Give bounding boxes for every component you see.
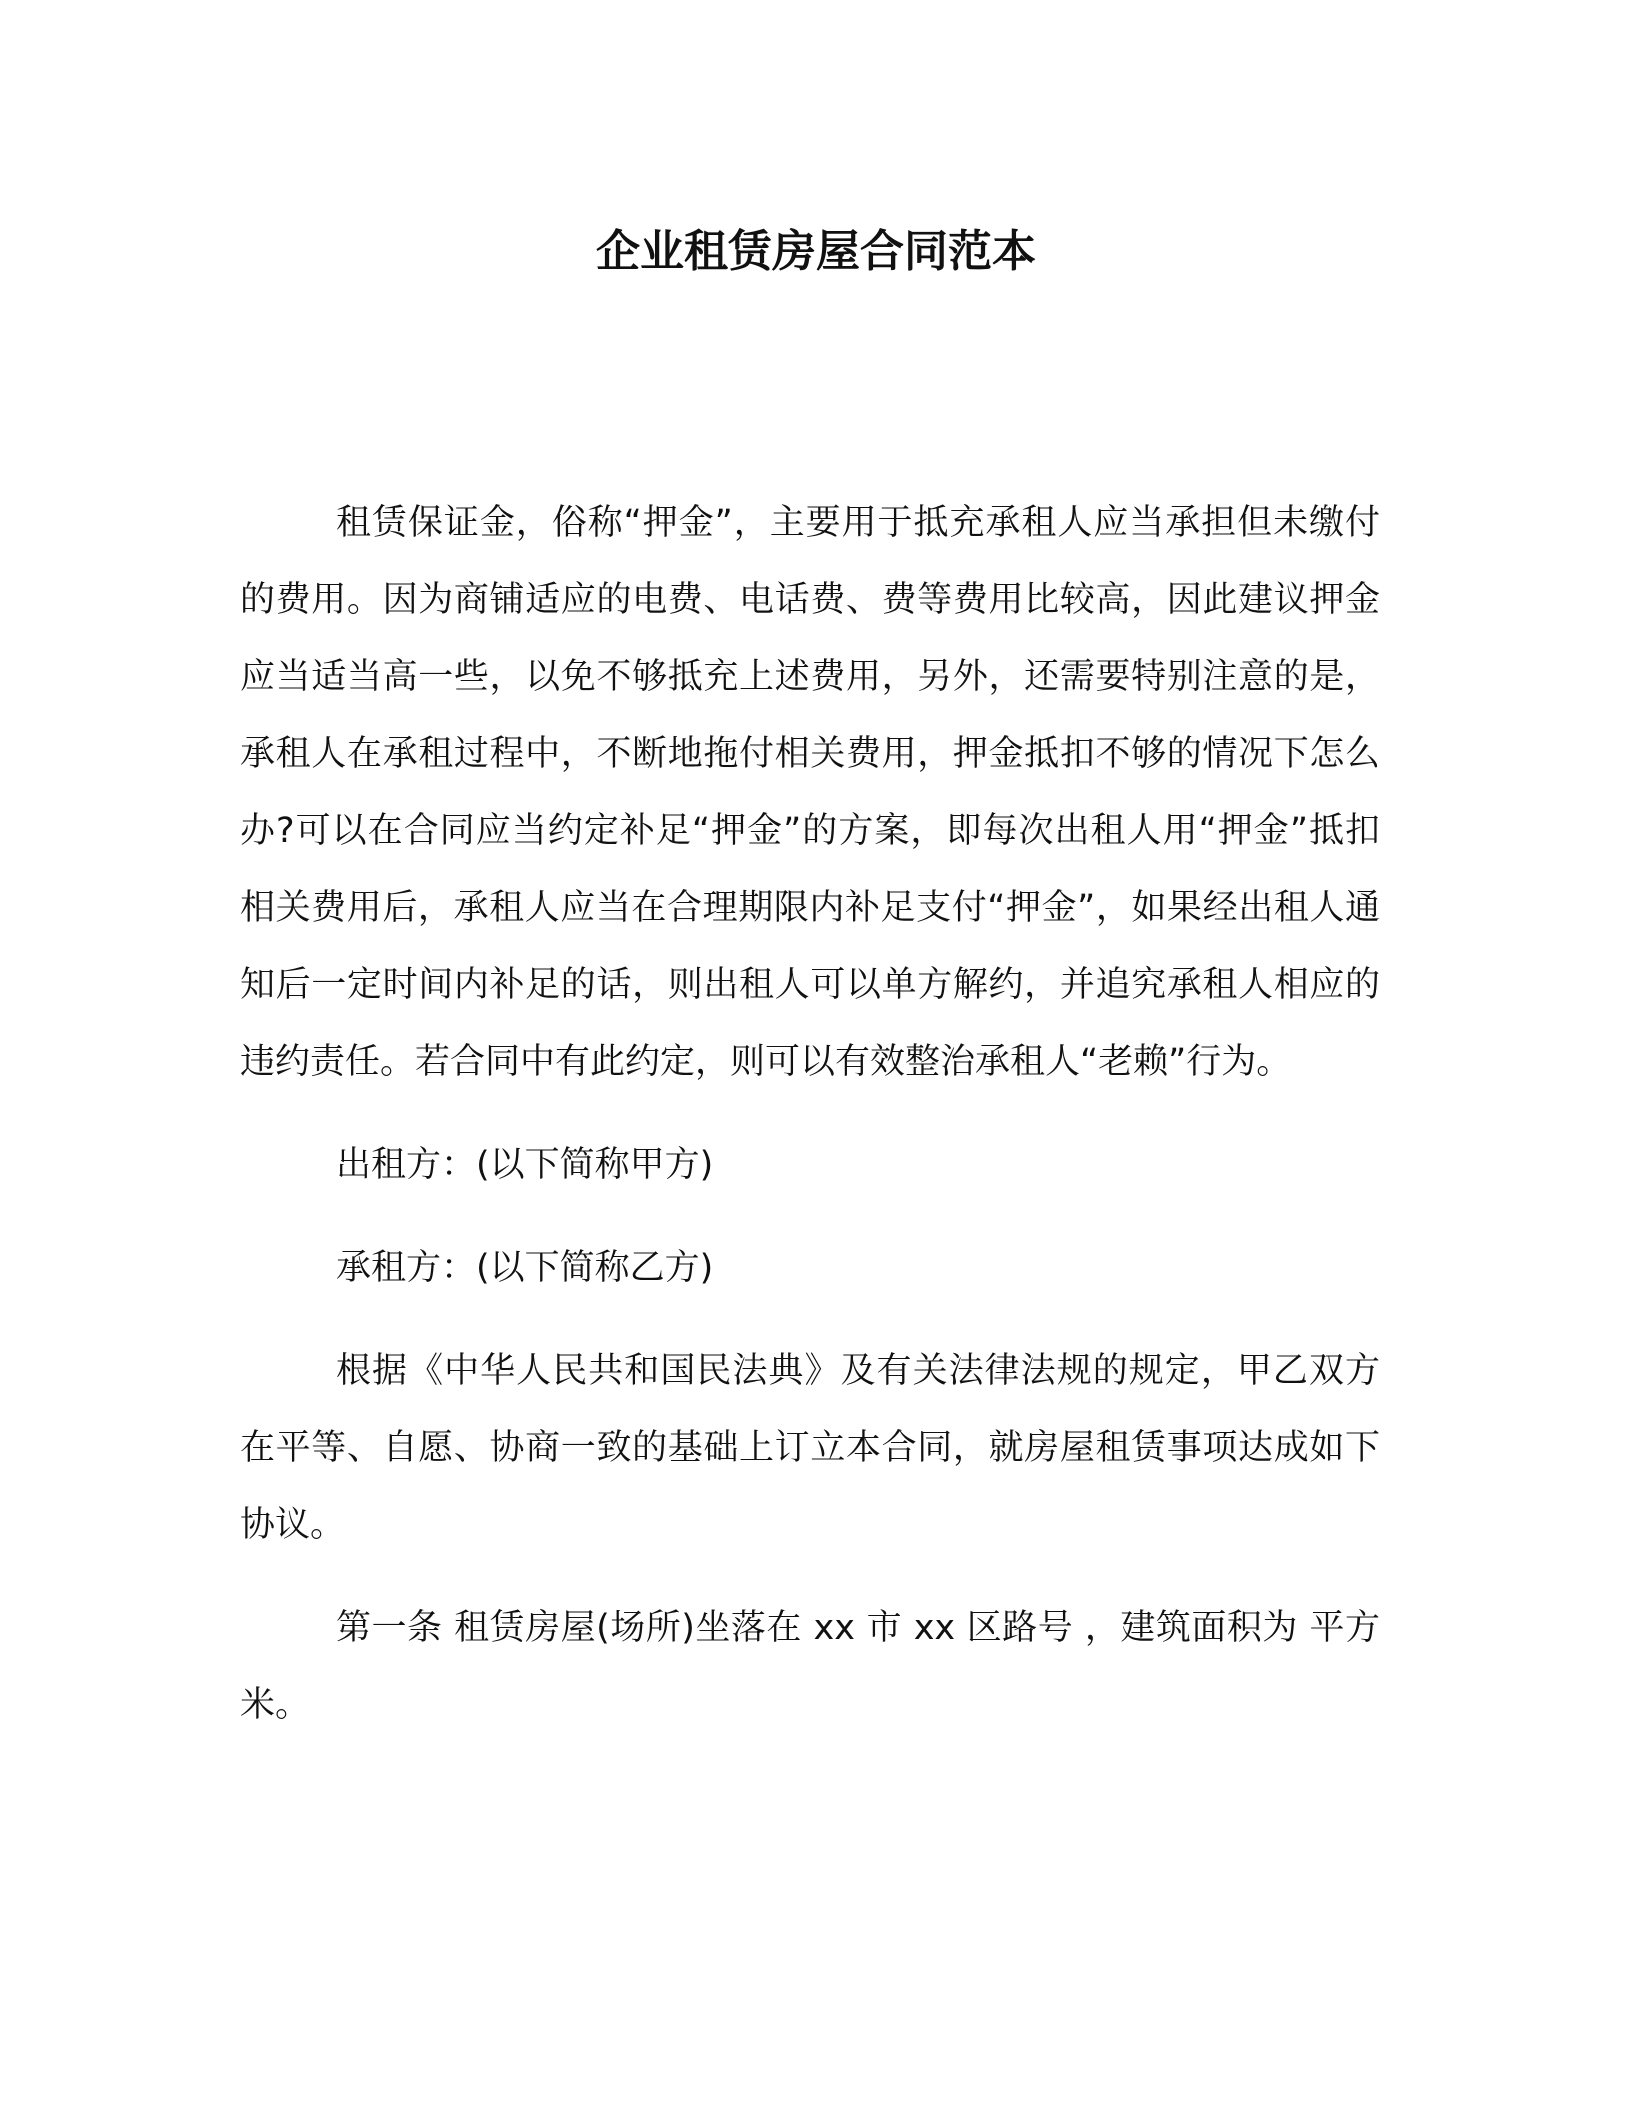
document-body: [240, 485, 1380, 1744]
paragraph-lessor: 出租方：(以下简称甲方): [336, 1145, 714, 1185]
document-title: 企业租赁房屋合同范本: [596, 226, 1036, 277]
paragraph-lessee: 承租方：(以下简称乙方): [336, 1248, 714, 1288]
paragraph-article-1: 第一条 租赁房屋(场所)坐落在 xx 市 xx 区路号 ，建筑面积为 平方米。: [240, 1608, 1380, 1725]
paragraph-legal-basis: 根据《中华人民共和国民法典》及有关法律法规的规定，甲乙双方在平等、自愿、协商一致的基础上订立本合同，就房屋租赁事项达成如下协议。: [240, 1351, 1380, 1545]
paragraph-deposit: 租赁保证金，俗称“押金”，主要用于抵充承租人应当承担但未缴付的费用。因为商铺适应的电费、电话费、费等费用比较高，因此建议押金应当适当高一些，以免不够抵充上述费用，另外，还需要特别注意的是，承租人在承租过程中，不断地拖付相关费用，押金抵扣不够的情况下怎么办?可以在合同应当约定补足“押金”的方案，即每次出租人用“押金”抵扣相关费用后，承租人应当在合理期限内补足支付“押金”，如果经出租人通知后一定时间内补足的话，则出租人可以单方解约，并追究承租人相应的违约责任。若合同中有此约定，则可以有效整治承租人“老赖”行为。: [240, 503, 1380, 1082]
